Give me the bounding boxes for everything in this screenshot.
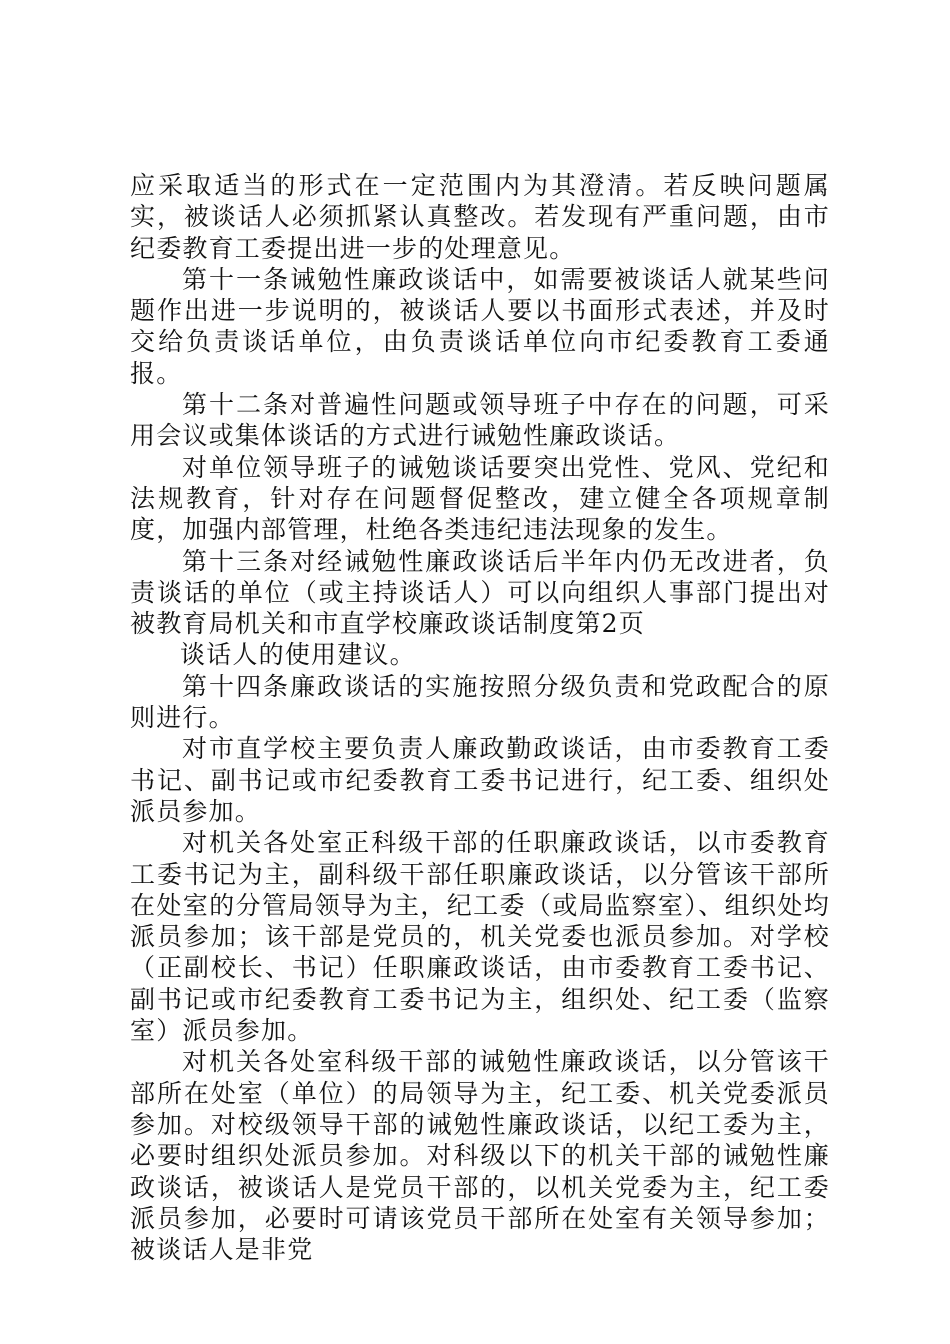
paragraph-page-break-continuation: 谈话人的使用建议。 (180, 640, 416, 670)
paragraph-appointment-talk: 对机关各处室正科级干部的任职廉政谈话，以市委教育工委书记为主，副科级干部任职廉政谈话，以分管该干部所在处室的分管局领导为主，纪工委（或局监察室）、组织处均派员参加；该干部是党员的，机关党委也派员参加。对学校（正副校长、书记）任职廉政谈话，由市委教育工委书记、副书记或市纪委教育工委书记为主，组织处、纪工委（监察室）派员参加。 (130, 828, 830, 1046)
paragraph-leadership-talk: 对单位领导班子的诫勉谈话要突出党性、党风、党纪和法规教育，针对存在问题督促整改，建立健全各项规章制度，加强内部管理，杜绝各类违纪违法现象的发生。 (130, 452, 830, 545)
paragraph-article-14: 第十四条廉政谈话的实施按照分级负责和党政配合的原则进行。 (130, 671, 830, 733)
document-body (130, 170, 830, 1265)
paragraph-article-13: 第十三条对经诫勉性廉政谈话后半年内仍无改进者，负责谈话的单位（或主持谈话人）可以向组织人事部门提出对被教育局机关和市直学校廉政谈话制度第2页 (130, 546, 830, 639)
paragraph-article-12: 第十二条对普遍性问题或领导班子中存在的问题，可采用会议或集体谈话的方式进行诫勉性廉政谈话。 (130, 390, 830, 451)
paragraph-article-11: 第十一条诫勉性廉政谈话中，如需要被谈话人就某些问题作出进一步说明的，被谈话人要以书面形式表述，并及时交给负责谈话单位，由负责谈话单位向市纪委教育工委通报。 (130, 264, 830, 388)
paragraph-admonition-talk: 对机关各处室科级干部的诫勉性廉政谈话，以分管该干部所在处室（单位）的局领导为主，纪工委、机关党委派员参加。对校级领导干部的诫勉性廉政谈话，以纪工委为主，必要时组织处派员参加。对科级以下的机关干部的诫勉性廉政谈话，被谈话人是党员干部的，以机关党委为主，纪工委派员参加，必要时可请该党员干部所在处室有关领导参加；被谈话人是非党 (130, 1047, 830, 1265)
paragraph-continued: 应采取适当的形式在一定范围内为其澄清。若反映问题属实，被谈话人必须抓紧认真整改。若发现有严重问题，由市纪委教育工委提出进一步的处理意见。 (130, 171, 830, 263)
paragraph-school-heads-talk: 对市直学校主要负责人廉政勤政谈话，由市委教育工委书记、副书记或市纪委教育工委书记进行，纪工委、组织处派员参加。 (130, 734, 830, 826)
